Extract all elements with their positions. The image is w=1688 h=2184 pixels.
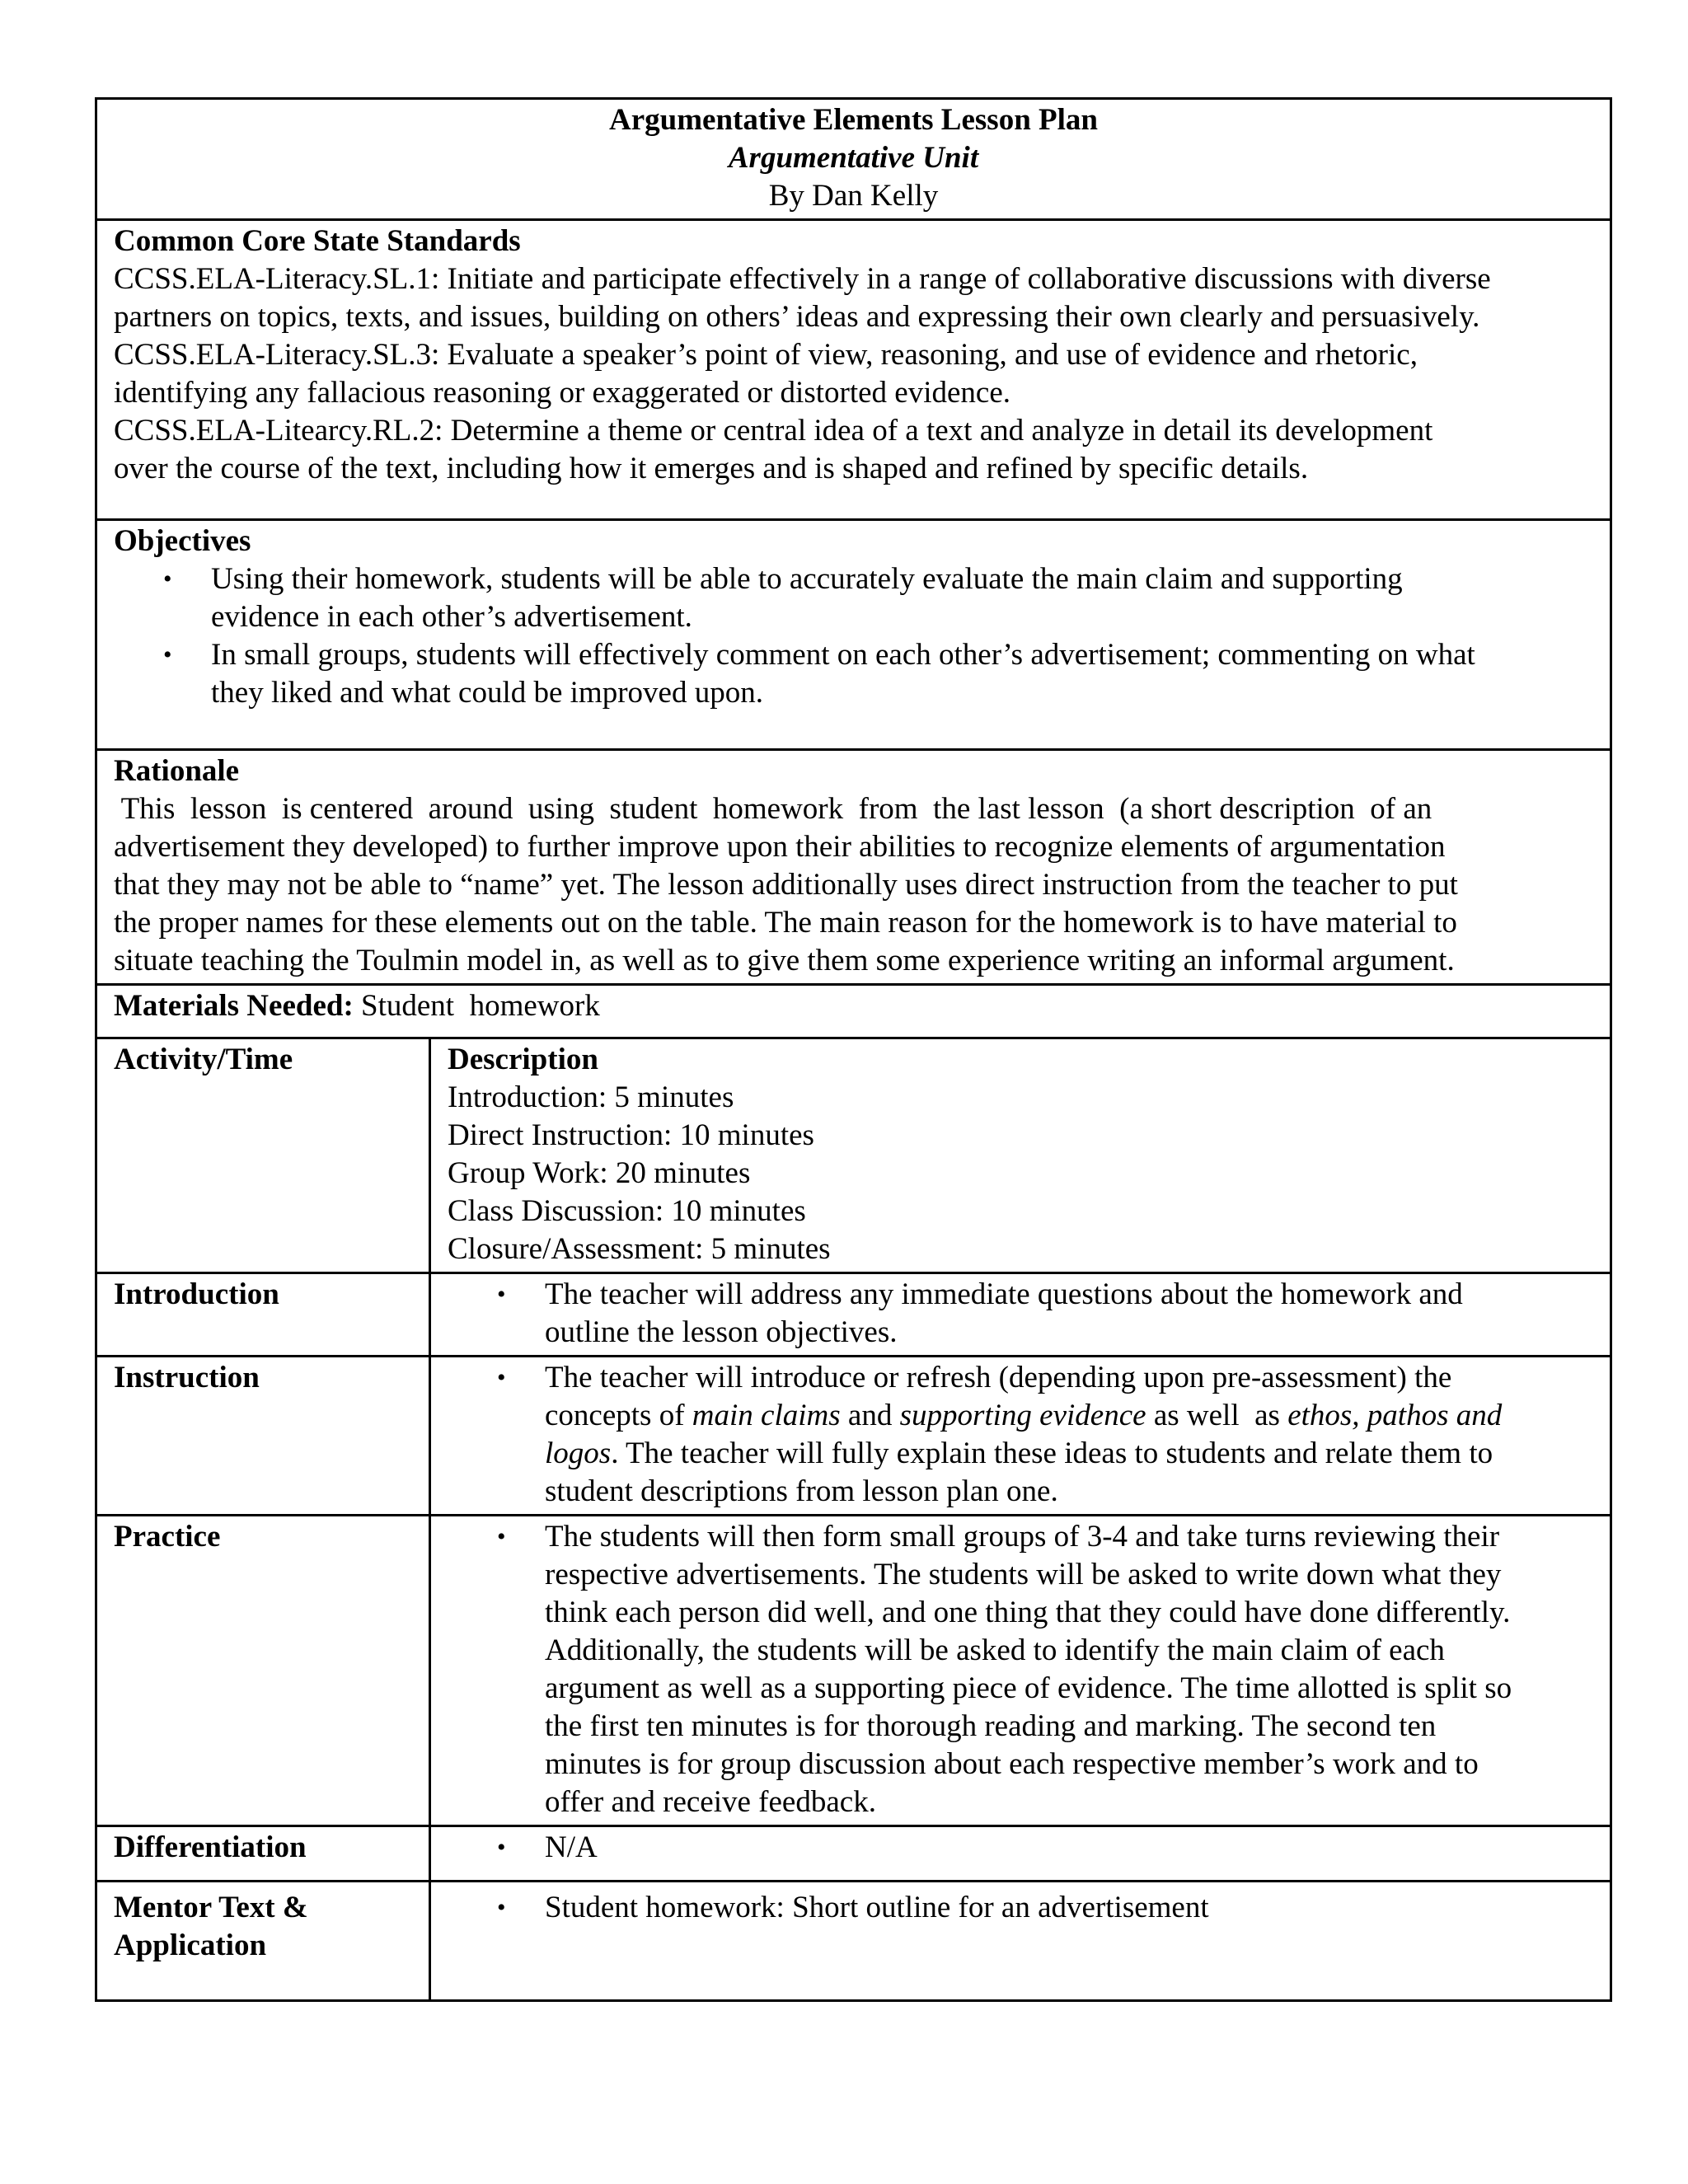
standards-cell: [96, 220, 1611, 520]
mentor-row: [96, 1882, 1611, 2001]
list-item: [497, 1829, 1593, 1867]
differentiation-row: [96, 1826, 1611, 1882]
practice-row: [96, 1516, 1611, 1826]
standards-line: CCSS.ELA-Literacy.SL.3: Evaluate a speaker’s point of view, reasoning, and use of evidence and rhetoric,: [114, 338, 1418, 372]
materials-label: Materials Needed:: [114, 989, 354, 1023]
standards-heading: Common Core State Standards: [114, 224, 521, 258]
introduction-line: The teacher will address any immediate questions about the homework and: [545, 1277, 1463, 1311]
document-title: Argumentative Elements Lesson Plan: [609, 103, 1098, 137]
instruction-label: Instruction: [96, 1357, 430, 1516]
standards-line: partners on topics, texts, and issues, building on others’ ideas and expressing their own clearly and persuasively.: [114, 300, 1480, 334]
rationale-line: the proper names for these elements out on the table. The main reason for the homework is to have material to: [114, 906, 1457, 940]
bullet-icon: •: [497, 1364, 506, 1391]
activity-description-cell: [430, 1038, 1611, 1273]
mentor-label: Mentor Text &: [114, 1891, 308, 1924]
materials-cell: [96, 985, 1611, 1038]
bullet-icon: •: [163, 641, 172, 668]
list-item: [497, 1518, 1593, 1821]
bullet-icon: •: [497, 1834, 506, 1861]
standards-line: CCSS.ELA-Litearcy.RL.2: Determine a theme or central idea of a text and analyze in detail its development: [114, 414, 1433, 448]
instruction-row: [96, 1357, 1611, 1516]
instruction-cell: [430, 1357, 1611, 1516]
instruction-text: as well as: [1146, 1399, 1288, 1432]
practice-line: Additionally, the students will be asked to identify the main claim of each: [545, 1633, 1445, 1667]
instruction-line: [545, 1397, 1593, 1435]
practice-line: respective advertisements. The students will be asked to write down what they: [545, 1558, 1502, 1591]
practice-line: think each person did well, and one thing that they could have done differently.: [545, 1596, 1511, 1629]
standards-line: CCSS.ELA-Literacy.SL.1: Initiate and participate effectively in a range of collaborative discussions with diverse: [114, 262, 1491, 296]
standards-row: [96, 220, 1611, 520]
instruction-line: The teacher will introduce or refresh (depending upon pre-assessment) the: [545, 1361, 1452, 1394]
instruction-text: and: [840, 1399, 900, 1432]
practice-line: minutes is for group discussion about each respective member’s work and to: [545, 1747, 1479, 1781]
bullet-icon: •: [497, 1523, 506, 1550]
logos-term: logos: [545, 1436, 612, 1470]
mentor-list: [448, 1889, 1593, 1927]
description-heading: Description: [448, 1043, 598, 1076]
introduction-cell: [430, 1273, 1611, 1357]
practice-line: argument as well as a supporting piece of evidence. The time allotted is split so: [545, 1671, 1512, 1705]
header-cell: [96, 99, 1611, 220]
instruction-line: student descriptions from lesson plan one.: [545, 1474, 1058, 1508]
mentor-label: Application: [114, 1929, 267, 1962]
objectives-heading: Objectives: [114, 524, 251, 558]
bullet-icon: •: [163, 565, 172, 593]
list-item: [497, 1889, 1593, 1927]
ethos-pathos-term: ethos, pathos and: [1287, 1399, 1503, 1432]
practice-cell: [430, 1516, 1611, 1826]
list-item: [497, 1276, 1593, 1352]
header-row: [96, 99, 1611, 220]
objectives-row: [96, 520, 1611, 750]
bullet-icon: •: [497, 1281, 506, 1308]
instruction-list: [448, 1359, 1593, 1511]
materials-value: Student homework: [353, 989, 600, 1023]
introduction-label: Introduction: [96, 1273, 430, 1357]
activity-row: [96, 1038, 1611, 1273]
differentiation-list: [448, 1829, 1593, 1867]
objective-line: In small groups, students will effectively comment on each other’s advertisement; commenting on what: [211, 638, 1475, 672]
differentiation-text: N/A: [545, 1830, 598, 1864]
rationale-line: This lesson is centered around using student homework from the last lesson (a short description of an: [114, 792, 1432, 826]
objective-line: they liked and what could be improved upon.: [211, 676, 763, 710]
schedule-item: Class Discussion: 10 minutes: [448, 1194, 806, 1228]
practice-line: the first ten minutes is for thorough reading and marking. The second ten: [545, 1709, 1437, 1743]
rationale-line: that they may not be able to “name” yet. The lesson additionally uses direct instruction from the teacher to put: [114, 868, 1458, 902]
practice-label: Practice: [96, 1516, 430, 1826]
objective-line: evidence in each other’s advertisement.: [211, 600, 692, 634]
mentor-cell: [430, 1882, 1611, 2001]
objectives-list: [114, 560, 1593, 712]
rationale-row: [96, 750, 1611, 985]
author-line: By Dan Kelly: [768, 179, 939, 213]
standards-line: identifying any fallacious reasoning or exaggerated or distorted evidence.: [114, 376, 1011, 410]
lesson-plan-table: [95, 97, 1612, 2002]
practice-line: offer and receive feedback.: [545, 1785, 876, 1819]
introduction-line: outline the lesson objectives.: [545, 1315, 898, 1349]
main-claims-term: main claims: [692, 1399, 841, 1432]
practice-list: [448, 1518, 1593, 1821]
differentiation-cell: [430, 1826, 1611, 1882]
schedule-item: Closure/Assessment: 5 minutes: [448, 1232, 831, 1266]
list-item: [163, 560, 1593, 636]
schedule-item: Group Work: 20 minutes: [448, 1156, 751, 1190]
mentor-label-cell: [96, 1882, 430, 2001]
instruction-text: concepts of: [545, 1399, 692, 1432]
materials-row: [96, 985, 1611, 1038]
objectives-cell: [96, 520, 1611, 750]
rationale-cell: [96, 750, 1611, 985]
introduction-list: [448, 1276, 1593, 1352]
objective-line: Using their homework, students will be able to accurately evaluate the main claim and supporting: [211, 562, 1403, 596]
list-item: [163, 636, 1593, 712]
lesson-plan-page: [95, 97, 1610, 2002]
differentiation-label: Differentiation: [96, 1826, 430, 1882]
instruction-text: . The teacher will fully explain these ideas to students and relate them to: [611, 1436, 1493, 1470]
standards-line: over the course of the text, including how it emerges and is shaped and refined by specific details.: [114, 452, 1309, 485]
introduction-row: [96, 1273, 1611, 1357]
schedule-item: Direct Instruction: 10 minutes: [448, 1118, 814, 1152]
list-item: [497, 1359, 1593, 1511]
instruction-line: [545, 1435, 1593, 1473]
schedule-item: Introduction: 5 minutes: [448, 1080, 734, 1114]
rationale-line: advertisement they developed) to further improve upon their abilities to recognize elements of argumentation: [114, 830, 1446, 864]
rationale-heading: Rationale: [114, 754, 240, 788]
unit-title: Argumentative Unit: [728, 141, 979, 175]
rationale-line: situate teaching the Toulmin model in, as well as to give them some experience writing an informal argument.: [114, 944, 1455, 977]
supporting-evidence-term: supporting evidence: [899, 1399, 1146, 1432]
activity-time-heading: Activity/Time: [96, 1038, 430, 1273]
mentor-text: Student homework: Short outline for an advertisement: [545, 1891, 1209, 1924]
bullet-icon: •: [497, 1894, 506, 1921]
practice-line: The students will then form small groups of 3-4 and take turns reviewing their: [545, 1520, 1500, 1554]
